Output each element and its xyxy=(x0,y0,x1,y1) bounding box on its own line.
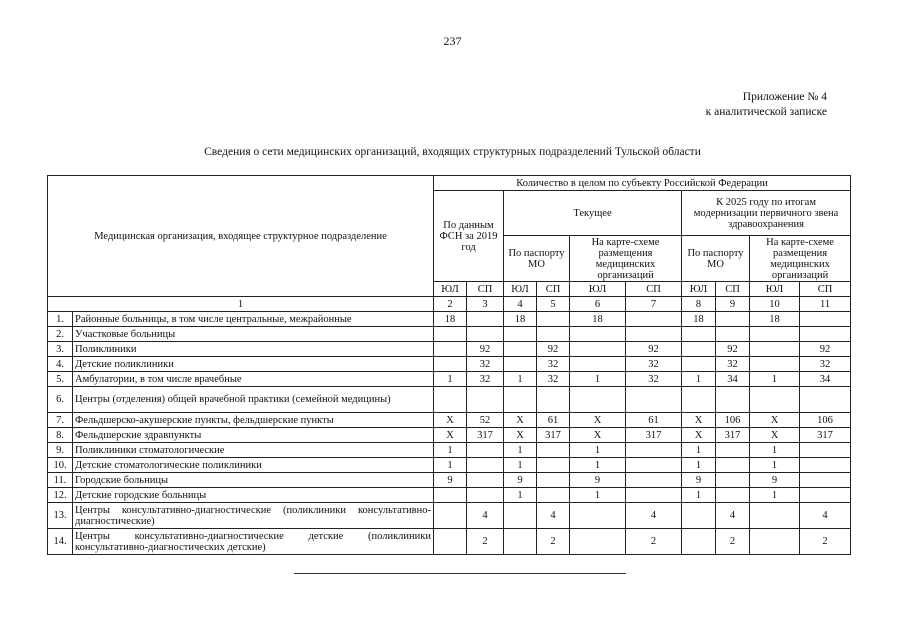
cell-sp: 32 xyxy=(626,357,682,372)
cell-ul: X xyxy=(750,413,800,428)
cell-ul: X xyxy=(434,428,467,443)
table-row xyxy=(48,488,851,503)
table-row xyxy=(48,503,851,529)
cell-ul: 1 xyxy=(750,488,800,503)
cell-sp: 34 xyxy=(716,372,750,387)
cell-sp: 32 xyxy=(800,357,851,372)
header-sp: СП xyxy=(716,282,750,297)
cell-sp xyxy=(537,488,570,503)
cell-ul: X xyxy=(570,428,626,443)
cell-sp xyxy=(716,327,750,342)
cell-sp: 2 xyxy=(537,529,570,555)
cell-sp xyxy=(626,488,682,503)
table-row xyxy=(48,327,851,342)
cell-sp: 92 xyxy=(626,342,682,357)
row-number: 8. xyxy=(48,428,73,443)
header-sp: СП xyxy=(537,282,570,297)
cell-sp xyxy=(537,458,570,473)
cell-sp xyxy=(626,327,682,342)
column-number: 1 xyxy=(48,297,434,312)
cell-sp: 4 xyxy=(800,503,851,529)
cell-sp xyxy=(716,312,750,327)
cell-ul xyxy=(504,357,537,372)
cell-ul: 1 xyxy=(570,458,626,473)
table-body xyxy=(48,312,851,555)
cell-ul xyxy=(750,503,800,529)
cell-sp xyxy=(467,458,504,473)
row-number: 11. xyxy=(48,473,73,488)
cell-ul: 1 xyxy=(682,458,716,473)
cell-ul: 9 xyxy=(504,473,537,488)
cell-sp: 2 xyxy=(467,529,504,555)
cell-sp xyxy=(800,312,851,327)
row-organization-name: Поликлиники xyxy=(73,342,434,357)
cell-ul: 1 xyxy=(682,443,716,458)
header-ul: ЮЛ xyxy=(750,282,800,297)
cell-sp xyxy=(716,387,750,413)
cell-ul xyxy=(682,387,716,413)
table-row xyxy=(48,473,851,488)
cell-ul xyxy=(750,387,800,413)
document-title: Сведения о сети медицинских организаций, входящих структурных подразделений Тульской области xyxy=(204,146,701,158)
table-row xyxy=(48,387,851,413)
cell-ul: 18 xyxy=(682,312,716,327)
row-number: 13. xyxy=(48,503,73,529)
cell-sp xyxy=(800,387,851,413)
header-current: Текущее xyxy=(504,191,682,236)
header-total: Количество в целом по субъекту Российской Федерации xyxy=(434,176,851,191)
column-numbers-row xyxy=(48,297,851,312)
cell-ul xyxy=(434,327,467,342)
header-ul: ЮЛ xyxy=(570,282,626,297)
appendix-note xyxy=(706,90,827,120)
table-header xyxy=(48,176,851,312)
row-number: 14. xyxy=(48,529,73,555)
header-organization: Медицинская организация, входящее структурное подразделение xyxy=(48,176,434,297)
column-number: 8 xyxy=(682,297,716,312)
row-number: 9. xyxy=(48,443,73,458)
cell-sp xyxy=(467,312,504,327)
cell-ul xyxy=(682,357,716,372)
cell-ul xyxy=(434,387,467,413)
row-organization-name: Участковые больницы xyxy=(73,327,434,342)
row-organization-name: Центры (отделения) общей врачебной практики (семейной медицины) xyxy=(73,387,434,413)
cell-ul: 9 xyxy=(570,473,626,488)
cell-ul: 1 xyxy=(504,458,537,473)
column-number: 6 xyxy=(570,297,626,312)
cell-sp: 4 xyxy=(626,503,682,529)
row-number: 6. xyxy=(48,387,73,413)
cell-ul: X xyxy=(504,428,537,443)
cell-sp: 32 xyxy=(537,357,570,372)
cell-sp xyxy=(537,443,570,458)
cell-sp xyxy=(716,443,750,458)
cell-sp xyxy=(800,443,851,458)
cell-sp xyxy=(800,488,851,503)
cell-sp xyxy=(716,488,750,503)
cell-sp: 4 xyxy=(537,503,570,529)
row-organization-name: Фельдшерские здравпункты xyxy=(73,428,434,443)
cell-ul xyxy=(434,503,467,529)
column-number: 4 xyxy=(504,297,537,312)
cell-sp: 34 xyxy=(800,372,851,387)
cell-sp: 2 xyxy=(716,529,750,555)
row-number: 7. xyxy=(48,413,73,428)
cell-ul: 1 xyxy=(570,443,626,458)
cell-ul: 18 xyxy=(434,312,467,327)
cell-ul xyxy=(682,327,716,342)
cell-ul: 1 xyxy=(750,458,800,473)
row-organization-name: Центры консультативно-диагностические детские (поликлиники консультативно-диагностических детские) xyxy=(73,529,434,555)
cell-sp xyxy=(537,327,570,342)
cell-ul: X xyxy=(682,413,716,428)
row-organization-name: Поликлиники стоматологические xyxy=(73,443,434,458)
table-row xyxy=(48,357,851,372)
medical-organizations-table xyxy=(47,175,851,555)
cell-ul xyxy=(570,387,626,413)
header-current-passport: По паспорту МО xyxy=(504,236,570,282)
appendix-line-1: Приложение № 4 xyxy=(742,91,827,103)
cell-ul: 1 xyxy=(570,488,626,503)
cell-ul: 1 xyxy=(504,443,537,458)
cell-ul xyxy=(570,503,626,529)
table-row xyxy=(48,342,851,357)
cell-ul xyxy=(750,342,800,357)
header-current-map: На карте-схеме размещения медицинских организаций xyxy=(570,236,682,282)
cell-ul xyxy=(682,342,716,357)
cell-ul xyxy=(434,342,467,357)
cell-ul: 1 xyxy=(434,458,467,473)
cell-ul: X xyxy=(682,428,716,443)
cell-ul: 9 xyxy=(750,473,800,488)
cell-ul xyxy=(504,342,537,357)
cell-sp: 92 xyxy=(716,342,750,357)
row-organization-name: Детские стоматологические поликлиники xyxy=(73,458,434,473)
row-organization-name: Фельдшерско-акушерские пункты, фельдшерские пункты xyxy=(73,413,434,428)
cell-sp: 52 xyxy=(467,413,504,428)
cell-ul: 1 xyxy=(682,372,716,387)
cell-sp: 106 xyxy=(716,413,750,428)
table-row xyxy=(48,428,851,443)
table-row xyxy=(48,372,851,387)
cell-sp xyxy=(537,473,570,488)
row-number: 5. xyxy=(48,372,73,387)
cell-ul xyxy=(504,327,537,342)
cell-ul: 1 xyxy=(504,372,537,387)
cell-ul xyxy=(434,357,467,372)
cell-ul: 1 xyxy=(682,488,716,503)
cell-sp xyxy=(467,443,504,458)
header-2025-map: На карте-схеме размещения медицинских организаций xyxy=(750,236,851,282)
cell-ul xyxy=(504,529,537,555)
row-organization-name: Детские городские больницы xyxy=(73,488,434,503)
header-by-2025: К 2025 году по итогам модернизации первичного звена здравоохранения xyxy=(682,191,851,236)
cell-sp: 32 xyxy=(467,357,504,372)
cell-ul xyxy=(682,529,716,555)
cell-sp: 2 xyxy=(800,529,851,555)
cell-sp: 317 xyxy=(800,428,851,443)
table-row xyxy=(48,529,851,555)
cell-ul: 18 xyxy=(750,312,800,327)
cell-ul xyxy=(750,529,800,555)
appendix-line-2: к аналитической записке xyxy=(705,106,827,118)
cell-sp xyxy=(626,473,682,488)
column-number: 7 xyxy=(626,297,682,312)
cell-sp xyxy=(716,458,750,473)
cell-sp: 317 xyxy=(537,428,570,443)
cell-sp: 32 xyxy=(716,357,750,372)
cell-sp xyxy=(626,443,682,458)
cell-sp: 317 xyxy=(467,428,504,443)
table-row xyxy=(48,413,851,428)
cell-sp xyxy=(467,473,504,488)
column-number: 3 xyxy=(467,297,504,312)
cell-sp xyxy=(800,473,851,488)
row-organization-name: Детские поликлиники xyxy=(73,357,434,372)
cell-sp: 92 xyxy=(800,342,851,357)
column-number: 2 xyxy=(434,297,467,312)
header-sp: СП xyxy=(467,282,504,297)
table-row xyxy=(48,443,851,458)
header-sp: СП xyxy=(626,282,682,297)
cell-ul: 1 xyxy=(750,372,800,387)
row-organization-name: Городские больницы xyxy=(73,473,434,488)
row-number: 4. xyxy=(48,357,73,372)
cell-sp xyxy=(626,312,682,327)
cell-sp xyxy=(467,327,504,342)
cell-ul: 1 xyxy=(570,372,626,387)
cell-sp: 106 xyxy=(800,413,851,428)
row-organization-name: Амбулатории, в том числе врачебные xyxy=(73,372,434,387)
cell-sp xyxy=(467,387,504,413)
cell-ul: 1 xyxy=(750,443,800,458)
row-organization-name: Центры консультативно-диагностические (поликлиники консультативно-диагностические) xyxy=(73,503,434,529)
cell-ul xyxy=(750,327,800,342)
column-number: 11 xyxy=(800,297,851,312)
cell-ul: X xyxy=(434,413,467,428)
cell-ul xyxy=(570,529,626,555)
cell-ul: X xyxy=(570,413,626,428)
cell-sp: 317 xyxy=(626,428,682,443)
header-fsn-2019: По данным ФСН за 2019 год xyxy=(434,191,504,282)
cell-sp xyxy=(800,458,851,473)
cell-sp xyxy=(467,488,504,503)
cell-sp: 32 xyxy=(537,372,570,387)
header-ul: ЮЛ xyxy=(434,282,467,297)
cell-ul xyxy=(434,529,467,555)
cell-sp: 92 xyxy=(467,342,504,357)
row-number: 3. xyxy=(48,342,73,357)
cell-sp xyxy=(716,473,750,488)
cell-ul xyxy=(570,357,626,372)
row-number: 2. xyxy=(48,327,73,342)
header-sp: СП xyxy=(800,282,851,297)
cell-sp: 4 xyxy=(716,503,750,529)
cell-ul xyxy=(570,327,626,342)
column-number: 9 xyxy=(716,297,750,312)
cell-ul: 1 xyxy=(434,372,467,387)
cell-sp xyxy=(626,458,682,473)
table-row xyxy=(48,312,851,327)
cell-sp xyxy=(537,387,570,413)
cell-ul xyxy=(504,503,537,529)
cell-ul: 18 xyxy=(570,312,626,327)
footer-divider xyxy=(294,573,626,574)
row-number: 12. xyxy=(48,488,73,503)
cell-sp: 32 xyxy=(626,372,682,387)
cell-sp: 61 xyxy=(626,413,682,428)
header-2025-passport: По паспорту МО xyxy=(682,236,750,282)
table-row xyxy=(48,458,851,473)
cell-sp: 32 xyxy=(467,372,504,387)
header-ul: ЮЛ xyxy=(504,282,537,297)
row-organization-name: Районные больницы, в том числе центральные, межрайонные xyxy=(73,312,434,327)
cell-sp xyxy=(626,387,682,413)
cell-sp: 2 xyxy=(626,529,682,555)
column-number: 5 xyxy=(537,297,570,312)
cell-ul xyxy=(750,357,800,372)
column-number: 10 xyxy=(750,297,800,312)
cell-ul xyxy=(682,503,716,529)
cell-ul: X xyxy=(504,413,537,428)
cell-ul xyxy=(570,342,626,357)
cell-ul: 1 xyxy=(504,488,537,503)
cell-sp: 317 xyxy=(716,428,750,443)
cell-ul: 9 xyxy=(434,473,467,488)
cell-ul: 9 xyxy=(682,473,716,488)
cell-ul xyxy=(504,387,537,413)
cell-ul xyxy=(434,488,467,503)
cell-ul: 18 xyxy=(504,312,537,327)
row-number: 10. xyxy=(48,458,73,473)
row-number: 1. xyxy=(48,312,73,327)
cell-sp: 92 xyxy=(537,342,570,357)
cell-ul: X xyxy=(750,428,800,443)
cell-sp xyxy=(537,312,570,327)
cell-sp xyxy=(800,327,851,342)
page-number: 237 xyxy=(443,34,462,48)
cell-sp: 61 xyxy=(537,413,570,428)
cell-sp: 4 xyxy=(467,503,504,529)
header-ul: ЮЛ xyxy=(682,282,716,297)
cell-ul: 1 xyxy=(434,443,467,458)
